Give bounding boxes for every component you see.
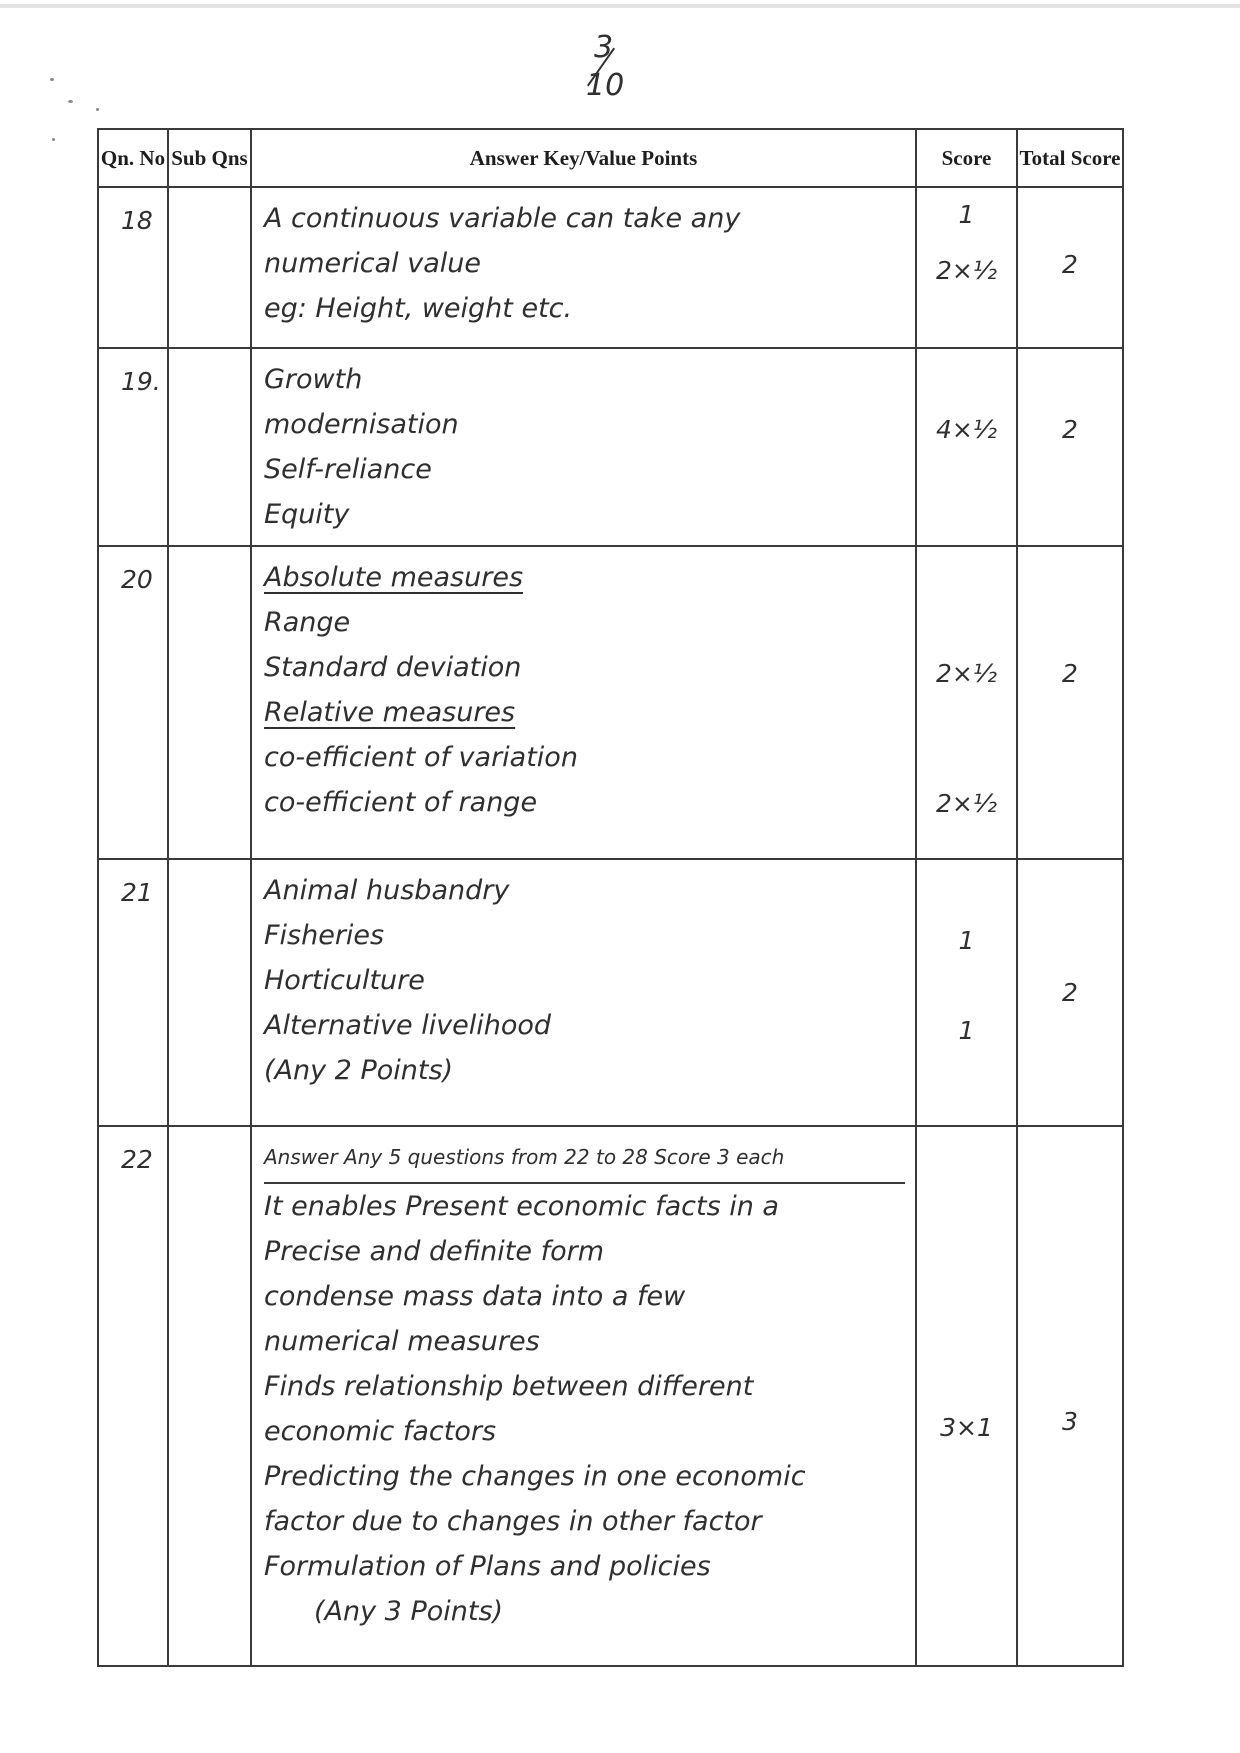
- answer-heading: Absolute measures: [264, 562, 524, 593]
- score-value: 1: [958, 926, 975, 955]
- score-value: 4×½: [935, 415, 998, 444]
- answer-line: numerical measures: [264, 1326, 540, 1357]
- question-number: 21: [98, 859, 168, 1126]
- answer-line: economic factors: [264, 1416, 497, 1447]
- header-sub-qns: Sub Qns: [168, 129, 251, 187]
- answer-line: Growth: [264, 364, 363, 395]
- score-value: 3×1: [940, 1413, 993, 1442]
- answer-cell: [251, 546, 916, 859]
- score-value: 1: [958, 200, 975, 229]
- sub-question-cell: [168, 859, 251, 1126]
- answer-line: Precise and definite form: [264, 1236, 604, 1267]
- answer-note: (Any 3 Points): [314, 1596, 504, 1627]
- table-row: [98, 859, 1123, 1126]
- scan-speck: [96, 108, 99, 111]
- scan-speck: [50, 78, 54, 81]
- scan-speck: [68, 100, 73, 103]
- total-score-value: 2: [1062, 978, 1078, 1007]
- page-number: [560, 30, 650, 110]
- answer-line: modernisation: [264, 409, 459, 440]
- total-score-cell: [1017, 1126, 1123, 1666]
- question-number: 20: [98, 546, 168, 859]
- answer-cell: [251, 1126, 916, 1666]
- question-number: 18: [98, 187, 168, 348]
- answer-line: A continuous variable can take any: [264, 203, 741, 234]
- score-cell: [916, 348, 1017, 546]
- answer-line: co-efficient of variation: [264, 742, 578, 773]
- total-score-cell: [1017, 187, 1123, 348]
- total-score-cell: [1017, 348, 1123, 546]
- header-total-score: Total Score: [1017, 129, 1123, 187]
- total-score-cell: [1017, 546, 1123, 859]
- answer-line: Fisheries: [264, 920, 385, 951]
- answer-note: (Any 2 Points): [264, 1055, 454, 1086]
- answer-instruction: Answer Any 5 questions from 22 to 28 Score 3 each: [264, 1135, 905, 1184]
- answer-line: Equity: [264, 499, 350, 530]
- answer-line: factor due to changes in other factor: [264, 1506, 762, 1537]
- page-number-current: 3: [594, 30, 614, 65]
- answer-cell: [251, 859, 916, 1126]
- answer-line: It enables Present economic facts in a: [264, 1191, 779, 1222]
- total-score-value: 2: [1062, 659, 1078, 688]
- total-score-value: 2: [1062, 250, 1078, 279]
- answer-key-table: [97, 128, 1124, 1667]
- answer-heading: Relative measures: [264, 697, 516, 728]
- total-score-value: 2: [1062, 415, 1078, 444]
- total-score-cell: [1017, 859, 1123, 1126]
- answer-line: eg: Height, weight etc.: [264, 293, 573, 324]
- table-row: [98, 348, 1123, 546]
- header-score: Score: [916, 129, 1017, 187]
- table-row: [98, 1126, 1123, 1666]
- sub-question-cell: [168, 348, 251, 546]
- score-cell: [916, 546, 1017, 859]
- total-score-value: 3: [1062, 1407, 1078, 1436]
- top-scan-edge: [0, 4, 1240, 8]
- sub-question-cell: [168, 187, 251, 348]
- answer-line: Alternative livelihood: [264, 1010, 552, 1041]
- sub-question-cell: [168, 1126, 251, 1666]
- table-row: [98, 187, 1123, 348]
- answer-line: condense mass data into a few: [264, 1281, 686, 1312]
- score-cell: [916, 859, 1017, 1126]
- answer-line: numerical value: [264, 248, 481, 279]
- score-cell: [916, 187, 1017, 348]
- answer-line: Standard deviation: [264, 652, 522, 683]
- sub-question-cell: [168, 546, 251, 859]
- table-header-row: [98, 129, 1123, 187]
- answer-line: Animal husbandry: [264, 875, 510, 906]
- score-value: 1: [958, 1016, 975, 1045]
- answer-line: Self-reliance: [264, 454, 432, 485]
- scan-speck: [52, 138, 55, 141]
- answer-line: Predicting the changes in one economic: [264, 1461, 806, 1492]
- answer-cell: [251, 348, 916, 546]
- question-number: 19.: [98, 348, 168, 546]
- header-answer-key: Answer Key/Value Points: [251, 129, 916, 187]
- page-number-total: 10: [586, 68, 625, 103]
- score-value: 2×½: [935, 659, 998, 688]
- answer-line: co-efficient of range: [264, 787, 538, 818]
- table-row: [98, 546, 1123, 859]
- answer-line: Formulation of Plans and policies: [264, 1551, 711, 1582]
- answer-line: Horticulture: [264, 965, 425, 996]
- answer-cell: [251, 187, 916, 348]
- header-qn-no: Qn. No: [98, 129, 168, 187]
- score-value: 2×½: [935, 256, 998, 285]
- answer-line: Range: [264, 607, 351, 638]
- score-cell: [916, 1126, 1017, 1666]
- score-value: 2×½: [935, 789, 998, 818]
- answer-line: Finds relationship between different: [264, 1371, 754, 1402]
- question-number: 22: [98, 1126, 168, 1666]
